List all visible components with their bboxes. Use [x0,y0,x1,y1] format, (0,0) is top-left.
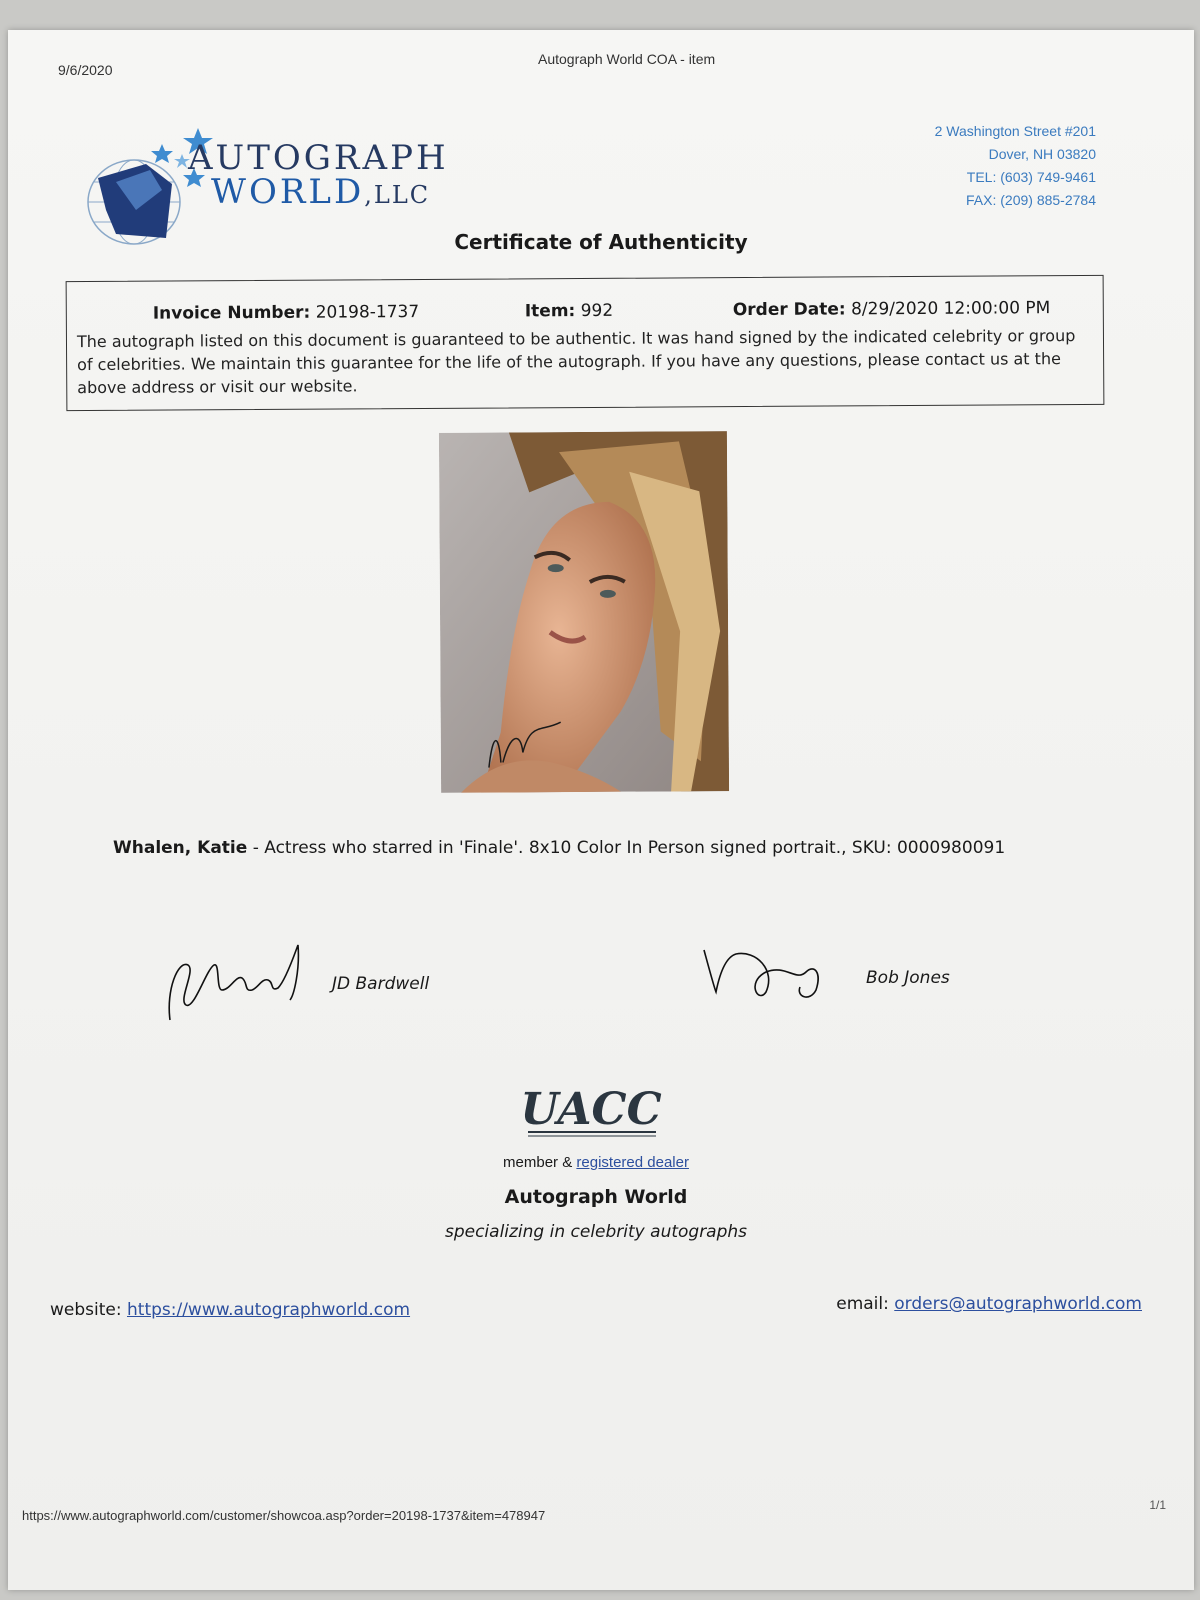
jd-bardwell-signature [158,940,308,1030]
bob-jones-signature [696,942,826,1012]
item-celebrity-name: Whalen, Katie [113,838,248,858]
member-prefix: member & [503,1154,577,1171]
address-fax: FAX: (209) 885-2784 [966,192,1096,208]
certificate-title: Certificate of Authenticity [454,230,748,254]
invoice-label: Invoice Number: [152,302,311,324]
footer-page-number: 1/1 [1149,1498,1166,1512]
order-date-label: Order Date: [732,299,846,321]
order-date [733,298,1051,320]
logo-wordmark-line1: AUTOGRAPH [188,138,449,178]
item-number [525,301,613,322]
print-date: 9/6/2020 [58,62,113,78]
company-name: Autograph World [504,1186,688,1208]
email-link[interactable]: orders@autographworld.com [894,1294,1142,1314]
uacc-logo-icon [516,1080,666,1150]
address-city: Dover, NH 03820 [988,146,1096,162]
item-label: Item: [524,301,576,322]
item-value: 992 [580,300,614,322]
company-address [935,120,1096,212]
uacc-logo-text: UACC [520,1084,662,1135]
footer-url: https://www.autographworld.com/customer/showcoa.asp?order=20198-1737&item=478947 [22,1508,546,1523]
logo-wordmark-line2 [211,172,430,212]
print-title: Autograph World COA - item [538,51,716,67]
company-tagline: specializing in celebrity autographs [444,1222,748,1242]
address-street: 2 Washington Street #201 [934,123,1096,139]
signatory-jd-bardwell: JD Bardwell [332,974,430,994]
website-label: website: [50,1300,127,1320]
invoice-number [153,302,419,324]
logo-wordmark-world: WORLD [211,172,365,212]
guarantee-text: The autograph listed on this document is guaranteed to be authentic. It was hand signed by the indicated celebrity or group of celebrities. We maintain this guarantee for the life of the autograph. If you have any questions, please contact us at the above address or visit our website. [76,326,1076,398]
certificate-page [8,30,1194,1590]
email-line [836,1294,1142,1314]
signatory-bob-jones: Bob Jones [866,968,950,988]
website-line [50,1300,410,1320]
order-date-value: 8/29/2020 12:00:00 PM [851,298,1051,320]
membership-line [8,1154,1184,1171]
item-description-line [113,838,1005,858]
email-label: email: [836,1294,895,1314]
certificate-info-box [66,275,1105,411]
registered-dealer-link[interactable]: registered dealer [576,1154,689,1171]
signed-portrait-photo [439,431,729,793]
invoice-value: 20198-1737 [315,302,420,323]
logo-wordmark-llc: ,LLC [364,181,431,209]
item-description: - Actress who starred in 'Finale'. 8x10 Color In Person signed portrait., SKU: 0000980091 [247,838,1006,858]
website-link[interactable]: https://www.autographworld.com [127,1300,411,1320]
address-tel: TEL: (603) 749-9461 [966,169,1096,185]
